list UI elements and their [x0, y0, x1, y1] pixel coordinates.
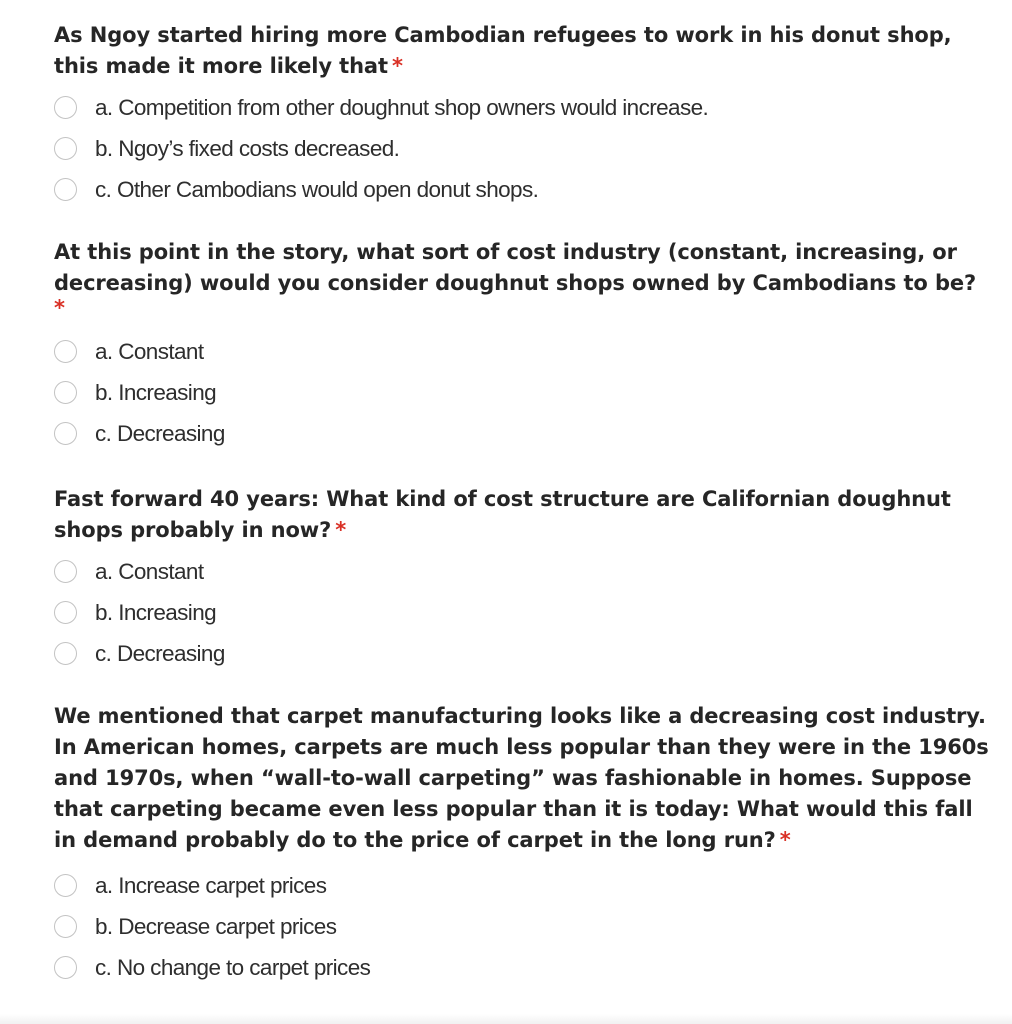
option-q2-b[interactable]	[54, 373, 999, 414]
question-4-options	[54, 866, 999, 988]
option-q3-b[interactable]	[54, 593, 999, 634]
question-3-options	[54, 552, 999, 674]
radio-button-q3-a[interactable]	[54, 560, 77, 583]
option-label[interactable]: a. Increase carpet prices	[95, 873, 327, 899]
option-label[interactable]: b. Increasing	[95, 600, 217, 626]
radio-button-q4-c[interactable]	[54, 956, 77, 979]
question-2-title	[54, 237, 999, 320]
radio-button-q1-c[interactable]	[54, 178, 77, 201]
option-label[interactable]: a. Competition from other doughnut shop owners would increase.	[95, 95, 709, 121]
question-2	[54, 237, 999, 454]
option-label[interactable]: b. Ngoy’s fixed costs decreased.	[95, 136, 400, 162]
question-1	[54, 20, 999, 210]
option-label[interactable]: c. Other Cambodians would open donut shops.	[95, 176, 539, 202]
option-label[interactable]: c. Decreasing	[95, 420, 225, 446]
radio-button-q1-b[interactable]	[54, 137, 77, 160]
option-label[interactable]: b. Increasing	[95, 380, 217, 406]
option-q4-b[interactable]	[54, 907, 999, 948]
question-1-options	[54, 88, 999, 210]
question-3	[54, 484, 999, 674]
question-3-text: Fast forward 40 years: What kind of cost structure are Californian doughnut shops probably in now?	[54, 487, 951, 542]
radio-button-q4-b[interactable]	[54, 915, 77, 938]
option-q4-c[interactable]	[54, 947, 999, 988]
radio-button-q1-a[interactable]	[54, 96, 77, 119]
option-q3-c[interactable]	[54, 633, 999, 674]
required-asterisk: *	[779, 828, 791, 852]
option-label[interactable]: c. No change to carpet prices	[95, 954, 371, 980]
radio-button-q2-a[interactable]	[54, 340, 77, 363]
question-4	[54, 701, 999, 988]
question-2-options	[54, 332, 999, 454]
option-label[interactable]: c. Decreasing	[95, 640, 225, 666]
option-q2-a[interactable]	[54, 332, 999, 373]
option-q1-b[interactable]	[54, 129, 999, 170]
radio-button-q3-b[interactable]	[54, 601, 77, 624]
radio-button-q2-b[interactable]	[54, 381, 77, 404]
bottom-edge-shadow	[0, 1014, 1012, 1024]
required-asterisk: *	[391, 54, 403, 78]
question-1-title	[54, 20, 999, 82]
question-2-text: At this point in the story, what sort of cost industry (constant, increasing, or decreasing) would you consider doughnut shops owned by Cambodians to be?	[54, 240, 977, 295]
radio-button-q3-c[interactable]	[54, 642, 77, 665]
required-asterisk: *	[54, 296, 65, 320]
radio-button-q2-c[interactable]	[54, 422, 77, 445]
option-q4-a[interactable]	[54, 866, 999, 907]
question-3-title	[54, 484, 999, 546]
radio-button-q4-a[interactable]	[54, 874, 77, 897]
option-q1-a[interactable]	[54, 88, 999, 129]
option-q2-c[interactable]	[54, 413, 999, 454]
option-label[interactable]: a. Constant	[95, 559, 204, 585]
option-q3-a[interactable]	[54, 552, 999, 593]
question-1-text: As Ngoy started hiring more Cambodian refugees to work in his donut shop, this made it more likely that	[54, 23, 952, 78]
option-label[interactable]: a. Constant	[95, 339, 204, 365]
option-q1-c[interactable]	[54, 169, 999, 210]
question-4-text: We mentioned that carpet manufacturing looks like a decreasing cost industry. In American homes, carpets are much less popular than they were in the 1960s and 1970s, when “wall-to-wall carpeting” was fashionable in homes. Suppose that carpeting became even less popular than it is today: What would this fall in demand probably do to the price of carpet in the long run?	[54, 704, 989, 852]
option-label[interactable]: b. Decrease carpet prices	[95, 914, 337, 940]
question-4-title	[54, 701, 999, 856]
required-asterisk: *	[335, 518, 347, 542]
